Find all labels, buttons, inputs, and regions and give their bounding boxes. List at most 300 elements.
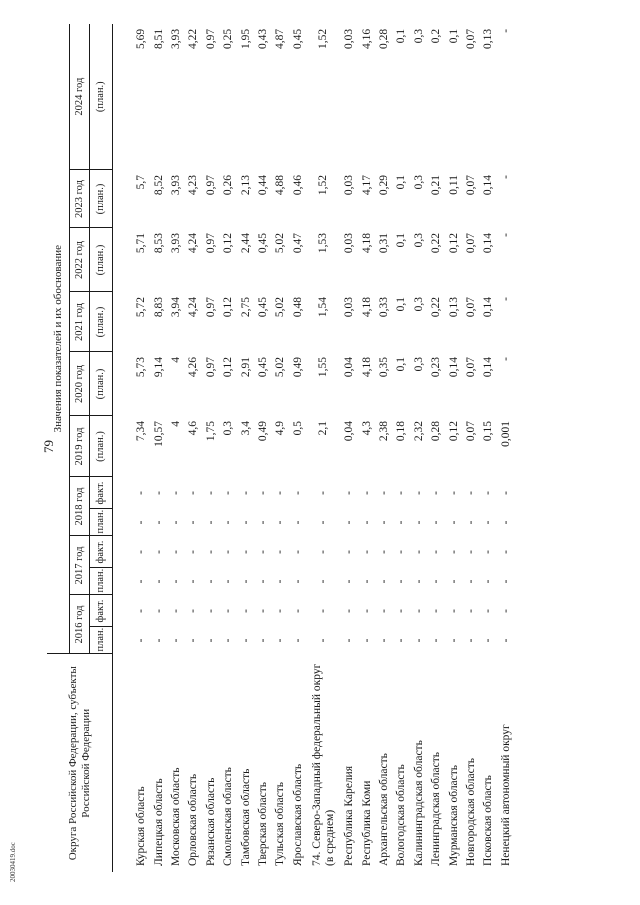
base-year-cell: - [274, 550, 287, 554]
base-year-cell: - [447, 520, 460, 525]
base-year-cell: - [239, 638, 252, 643]
base-year-cell: - [447, 609, 460, 613]
table-row [341, 24, 358, 872]
plan-value-cell: 0,07 [464, 297, 477, 318]
plan-value-cell: 0,3 [412, 357, 425, 372]
base-year-cell: - [317, 638, 330, 643]
base-year-cell: - [187, 550, 200, 554]
base-year-cell: - [291, 520, 304, 525]
base-year-cell: - [360, 550, 373, 554]
base-year-cell: - [187, 638, 200, 643]
base-year-cell: - [377, 638, 390, 643]
base-year-cell: - [135, 491, 148, 495]
plan-value-cell: 2,1 [317, 421, 330, 436]
base-year-cell: - [395, 638, 408, 643]
header-indicators-group: Значения показателей и их обоснование [47, 24, 70, 654]
rotated-table-container [47, 24, 590, 872]
plan-value-cell: 0,03 [343, 28, 356, 49]
base-year-cell: - [377, 579, 390, 584]
base-year-cell: - [152, 520, 165, 525]
base-year-cell: - [412, 609, 425, 613]
plan-value-cell: 2,75 [239, 297, 252, 318]
plan-value-cell: 0,44 [256, 175, 269, 196]
region-name: Орловская область [187, 773, 200, 866]
plan-value-cell: 4,3 [360, 421, 373, 436]
base-year-cell: - [291, 638, 304, 643]
base-year-cell: - [274, 638, 287, 643]
base-year-cell: - [135, 638, 148, 643]
table-row [410, 24, 427, 872]
plan-value-cell: 0,04 [343, 421, 356, 442]
base-year-cell: - [395, 579, 408, 584]
base-year-cell: - [170, 520, 183, 525]
table-row [150, 24, 167, 872]
indicators-table [47, 24, 515, 872]
plan-value-cell: 0,03 [343, 175, 356, 196]
header-year-2022: 2022 год [70, 228, 90, 292]
base-year-cell: - [239, 609, 252, 613]
base-year-cell: - [464, 491, 477, 495]
plan-value-cell: 0,12 [222, 297, 235, 318]
base-year-cell: - [152, 638, 165, 643]
header-2018-fact: факт. [90, 477, 113, 509]
plan-value-cell: 3,93 [170, 28, 183, 49]
plan-value-cell: 0,12 [447, 421, 460, 442]
plan-value-cell: 10,57 [152, 421, 165, 447]
plan-value-cell: 0,2 [430, 28, 443, 44]
table-row [376, 24, 393, 872]
base-year-cell: - [447, 638, 460, 643]
page-number: 79 [41, 440, 56, 453]
plan-value-cell: 2,32 [412, 421, 425, 442]
base-year-cell: - [360, 609, 373, 613]
plan-value-cell: 1,75 [204, 421, 217, 442]
table-row [445, 24, 462, 872]
plan-value-cell: 4,9 [274, 421, 287, 436]
base-year-cell: - [343, 638, 356, 643]
region-name: Рязанская область [204, 777, 217, 866]
base-year-cell: - [343, 550, 356, 554]
plan-value-cell: 0,43 [256, 28, 269, 49]
header-2017-plan: план. [90, 568, 113, 595]
header-2023-plan: (план.) [90, 170, 113, 228]
plan-value-cell: 0,001 [499, 421, 512, 447]
plan-value-cell: 0,47 [291, 233, 304, 254]
plan-value-cell: - [499, 357, 512, 361]
base-year-cell: - [482, 520, 495, 525]
table-row [358, 24, 375, 872]
base-year-cell: - [152, 550, 165, 554]
base-year-cell: - [239, 491, 252, 495]
plan-value-cell: 0,49 [291, 357, 304, 378]
plan-value-cell: 2,44 [239, 233, 252, 254]
plan-value-cell: 8,52 [152, 175, 165, 196]
base-year-cell: - [464, 520, 477, 525]
table-row [168, 24, 185, 872]
table-row [393, 24, 410, 872]
region-name: Ярославская область [291, 763, 304, 866]
plan-value-cell: 0,33 [377, 297, 390, 318]
plan-value-cell: 3,4 [239, 421, 252, 436]
plan-value-cell: 5,02 [274, 233, 287, 254]
base-year-cell: - [222, 609, 235, 613]
plan-value-cell: 4,18 [360, 297, 373, 318]
base-year-cell: - [317, 550, 330, 554]
base-year-cell: - [222, 550, 235, 554]
base-year-cell: - [482, 579, 495, 584]
base-year-cell: - [222, 579, 235, 584]
plan-value-cell: 0,07 [464, 357, 477, 378]
plan-value-cell: 4 [170, 357, 183, 363]
region-name: Курская область [135, 786, 148, 866]
plan-value-cell: 0,07 [464, 175, 477, 196]
base-year-cell: - [395, 491, 408, 495]
base-year-cell: - [317, 609, 330, 613]
table-body [113, 24, 515, 872]
table-row [428, 24, 445, 872]
region-name: Ненецкий автономный округ [499, 724, 512, 866]
base-year-cell: - [464, 609, 477, 613]
plan-value-cell: 2,91 [239, 357, 252, 378]
plan-value-cell: 4,17 [360, 175, 373, 196]
table-row [220, 24, 237, 872]
base-year-cell: - [360, 491, 373, 495]
base-year-cell: - [256, 550, 269, 554]
base-year-cell: - [412, 550, 425, 554]
base-year-cell: - [274, 609, 287, 613]
region-name: Тверская область [256, 782, 269, 866]
plan-value-cell: 0,45 [291, 28, 304, 49]
plan-value-cell: 0,3 [412, 28, 425, 44]
plan-value-cell: 0,25 [222, 28, 235, 49]
base-year-cell: - [256, 491, 269, 495]
plan-value-cell: 0,23 [430, 357, 443, 378]
plan-value-cell: 4,87 [274, 28, 287, 49]
region-name: Вологодская область [395, 764, 408, 866]
base-year-cell: - [187, 609, 200, 613]
plan-value-cell: 4,88 [274, 175, 287, 196]
base-year-cell: - [447, 550, 460, 554]
header-year-2019: 2019 год [70, 416, 90, 477]
base-year-cell: - [291, 609, 304, 613]
base-year-cell: - [204, 520, 217, 525]
plan-value-cell: 0,97 [204, 28, 217, 49]
plan-value-cell: 5,02 [274, 297, 287, 318]
header-2017-fact: факт. [90, 536, 113, 568]
plan-value-cell: 0,28 [377, 28, 390, 49]
plan-value-cell: 4,24 [187, 233, 200, 254]
plan-value-cell: 4,26 [187, 357, 200, 378]
plan-value-cell: 0,13 [447, 297, 460, 318]
plan-value-cell: 0,07 [464, 233, 477, 254]
table-row [463, 24, 480, 872]
base-year-cell: - [291, 550, 304, 554]
base-year-cell: - [187, 491, 200, 495]
plan-value-cell: 2,38 [377, 421, 390, 442]
plan-value-cell: 0,1 [447, 28, 460, 44]
header-year-2024: 2024 год [70, 24, 90, 170]
region-name: Липецкая область [152, 778, 165, 866]
plan-value-cell: 3,93 [170, 175, 183, 196]
region-name: Республика Карелия [343, 765, 356, 866]
base-year-cell: - [170, 638, 183, 643]
plan-value-cell: 0,1 [395, 28, 408, 44]
header-year-2018: 2018 год [70, 477, 90, 536]
base-year-cell: - [430, 609, 443, 613]
plan-value-cell: 4,6 [187, 421, 200, 436]
plan-value-cell: 0,26 [222, 175, 235, 196]
plan-value-cell: 0,46 [291, 175, 304, 196]
plan-value-cell: 1,54 [317, 297, 330, 318]
base-year-cell: - [360, 579, 373, 584]
base-year-cell: - [482, 609, 495, 613]
plan-value-cell: 0,11 [447, 175, 460, 195]
plan-value-cell: 3,93 [170, 233, 183, 254]
plan-value-cell: 0,12 [222, 357, 235, 378]
plan-value-cell: - [499, 28, 512, 33]
table-row [133, 24, 150, 872]
base-year-cell: - [430, 579, 443, 584]
plan-value-cell: 0,97 [204, 233, 217, 254]
plan-value-cell: 4,18 [360, 233, 373, 254]
base-year-cell: - [499, 520, 512, 525]
plan-value-cell: 0,07 [464, 421, 477, 442]
region-name: Мурманская область [447, 764, 460, 866]
base-year-cell: - [256, 638, 269, 643]
base-year-cell: - [377, 550, 390, 554]
base-year-cell: - [204, 579, 217, 584]
base-year-cell: - [187, 579, 200, 584]
plan-value-cell: 4,24 [187, 297, 200, 318]
plan-value-cell: 0,35 [377, 357, 390, 378]
header-2024-plan: (план.) [90, 24, 113, 170]
table-row [272, 24, 289, 872]
base-year-cell: - [256, 579, 269, 584]
table-row [480, 24, 497, 872]
plan-value-cell: 0,97 [204, 357, 217, 378]
plan-value-cell: 0,14 [482, 233, 495, 254]
plan-value-cell: 5,72 [135, 297, 148, 318]
plan-value-cell: 0,15 [482, 421, 495, 442]
table-row [203, 24, 220, 872]
base-year-cell: - [204, 550, 217, 554]
spacer-row [113, 24, 134, 872]
plan-value-cell: 0,22 [430, 233, 443, 254]
plan-value-cell: 0,28 [430, 421, 443, 442]
plan-value-cell: - [499, 297, 512, 301]
base-year-cell: - [152, 609, 165, 613]
base-year-cell: - [377, 609, 390, 613]
plan-value-cell: 0,3 [412, 175, 425, 190]
base-year-cell: - [395, 550, 408, 554]
plan-value-cell: 0,14 [447, 357, 460, 378]
plan-value-cell: 0,49 [256, 421, 269, 442]
base-year-cell: - [170, 579, 183, 584]
base-year-cell: - [464, 638, 477, 643]
table-row [290, 24, 307, 872]
base-year-cell: - [482, 550, 495, 554]
base-year-cell: - [135, 579, 148, 584]
plan-value-cell: 1,53 [317, 233, 330, 254]
base-year-cell: - [377, 520, 390, 525]
table-row [255, 24, 272, 872]
table-row [185, 24, 202, 872]
header-year-2017: 2017 год [70, 536, 90, 595]
plan-value-cell: 1,55 [317, 357, 330, 378]
plan-value-cell: 0,12 [222, 233, 235, 254]
base-year-cell: - [204, 638, 217, 643]
base-year-cell: - [317, 579, 330, 584]
header-year-2021: 2021 год [70, 292, 90, 352]
base-year-cell: - [343, 579, 356, 584]
base-year-cell: - [222, 491, 235, 495]
plan-value-cell: 8,83 [152, 297, 165, 318]
region-name: Тульская область [274, 782, 287, 866]
plan-value-cell: 0,14 [482, 297, 495, 318]
base-year-cell: - [317, 491, 330, 495]
base-year-cell: - [256, 520, 269, 525]
base-year-cell: - [170, 491, 183, 495]
header-year-2023: 2023 год [70, 170, 90, 228]
table-header [47, 24, 113, 872]
plan-value-cell: 8,53 [152, 233, 165, 254]
plan-value-cell: 0,97 [204, 297, 217, 318]
base-year-cell: - [135, 609, 148, 613]
base-year-cell: - [256, 609, 269, 613]
base-year-cell: - [317, 520, 330, 525]
plan-value-cell: 0,45 [256, 357, 269, 378]
plan-value-cell: 0,12 [447, 233, 460, 254]
header-2022-plan: (план.) [90, 228, 113, 292]
base-year-cell: - [395, 609, 408, 613]
base-year-cell: - [239, 520, 252, 525]
region-name: Республика Коми [360, 780, 373, 866]
plan-value-cell: 5,71 [135, 233, 148, 254]
plan-value-cell: 9,14 [152, 357, 165, 378]
header-2016-fact: факт. [90, 595, 113, 627]
base-year-cell: - [170, 609, 183, 613]
plan-value-cell: 5,02 [274, 357, 287, 378]
base-year-cell: - [343, 609, 356, 613]
plan-value-cell: 0,14 [482, 357, 495, 378]
base-year-cell: - [291, 579, 304, 584]
base-year-cell: - [412, 491, 425, 495]
document-code: 20030419.doc [9, 842, 17, 882]
base-year-cell: - [204, 609, 217, 613]
base-year-cell: - [222, 638, 235, 643]
base-year-cell: - [135, 550, 148, 554]
plan-value-cell: 5,73 [135, 357, 148, 378]
base-year-cell: - [430, 638, 443, 643]
base-year-cell: - [291, 491, 304, 495]
region-name: 74. Северо-Западный федеральный округ (в среднем) [310, 663, 336, 866]
region-name: Калининградская область [412, 740, 425, 866]
base-year-cell: - [412, 579, 425, 584]
base-year-cell: - [274, 579, 287, 584]
plan-value-cell: 0,13 [482, 28, 495, 49]
plan-value-cell: 1,52 [317, 28, 330, 49]
base-year-cell: - [222, 520, 235, 525]
base-year-cell: - [239, 579, 252, 584]
header-2019-plan: (план.) [90, 416, 113, 477]
base-year-cell: - [464, 550, 477, 554]
plan-value-cell: 0,14 [482, 175, 495, 196]
base-year-cell: - [482, 638, 495, 643]
base-year-cell: - [430, 491, 443, 495]
base-year-cell: - [430, 550, 443, 554]
plan-value-cell: 0,1 [395, 175, 408, 190]
header-2020-plan: (план.) [90, 352, 113, 416]
region-name: Архангельская область [377, 753, 390, 866]
base-year-cell: - [499, 638, 512, 643]
plan-value-cell: 5,69 [135, 28, 148, 49]
base-year-cell: - [447, 579, 460, 584]
plan-value-cell: 0,45 [256, 297, 269, 318]
base-year-cell: - [499, 579, 512, 584]
plan-value-cell: - [499, 175, 512, 179]
table-row [497, 24, 514, 872]
plan-value-cell: 5,7 [135, 175, 148, 190]
plan-value-cell: 0,1 [395, 357, 408, 372]
base-year-cell: - [239, 550, 252, 554]
plan-value-cell: 0,3 [222, 421, 235, 436]
base-year-cell: - [274, 520, 287, 525]
region-name: Тамбовская область [239, 768, 252, 866]
base-year-cell: - [499, 491, 512, 495]
plan-value-cell: 0,3 [412, 297, 425, 312]
base-year-cell: - [152, 491, 165, 495]
base-year-cell: - [170, 550, 183, 554]
plan-value-cell: 0,07 [464, 28, 477, 49]
plan-value-cell: 0,22 [430, 297, 443, 318]
base-year-cell: - [412, 520, 425, 525]
base-year-cell: - [360, 638, 373, 643]
plan-value-cell: 0,31 [377, 233, 390, 254]
plan-value-cell: 0,5 [291, 421, 304, 436]
plan-value-cell: 0,1 [395, 233, 408, 248]
table-row [307, 24, 341, 872]
base-year-cell: - [430, 520, 443, 525]
plan-value-cell: 0,21 [430, 175, 443, 196]
plan-value-cell: 4,23 [187, 175, 200, 196]
base-year-cell: - [377, 491, 390, 495]
region-name: Московская область [170, 767, 183, 866]
base-year-cell: - [499, 550, 512, 554]
plan-value-cell: 0,97 [204, 175, 217, 196]
plan-value-cell: 0,1 [395, 297, 408, 312]
header-2016-plan: план. [90, 627, 113, 654]
plan-value-cell: 0,45 [256, 233, 269, 254]
plan-value-cell: 0,03 [343, 297, 356, 318]
table-row [237, 24, 254, 872]
base-year-cell: - [274, 491, 287, 495]
region-name: Смоленская область [222, 767, 235, 866]
base-year-cell: - [412, 638, 425, 643]
header-year-2016: 2016 год [70, 595, 90, 654]
plan-value-cell: 4 [170, 421, 183, 427]
header-2021-plan: (план.) [90, 292, 113, 352]
plan-value-cell: 4,22 [187, 28, 200, 49]
plan-value-cell: - [499, 233, 512, 237]
base-year-cell: - [343, 520, 356, 525]
base-year-cell: - [187, 520, 200, 525]
base-year-cell: - [204, 491, 217, 495]
region-name: Ленинградская область [430, 751, 443, 866]
plan-value-cell: 1,52 [317, 175, 330, 196]
region-name: Псковская область [482, 775, 495, 866]
base-year-cell: - [482, 491, 495, 495]
plan-value-cell: 8,51 [152, 28, 165, 49]
